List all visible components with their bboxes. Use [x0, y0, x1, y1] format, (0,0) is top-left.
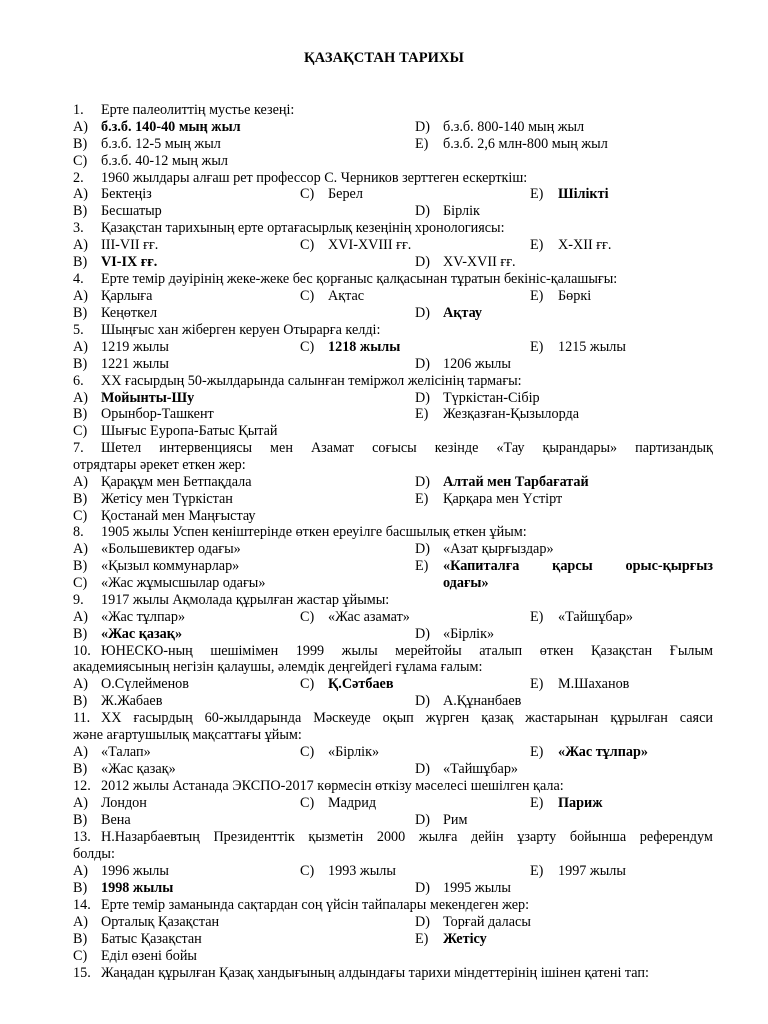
option-letter: B)	[73, 136, 88, 152]
question-row	[0, 339, 768, 356]
question-number: 15.	[73, 965, 91, 981]
option-text: «Бірлік»	[328, 744, 380, 760]
option-letter: B)	[73, 254, 88, 270]
question-text	[101, 710, 713, 727]
question-row	[0, 170, 768, 187]
question-row	[0, 373, 768, 390]
option-letter: B)	[73, 880, 88, 896]
question-row	[0, 880, 768, 897]
question-word: кезінде	[434, 440, 479, 456]
question-word: интервенциясы	[159, 440, 253, 456]
question-word: қызметін	[308, 829, 364, 845]
option-letter: B)	[73, 761, 88, 777]
option-letter: A)	[73, 186, 88, 202]
option-text: 1996 жылы	[101, 863, 169, 879]
option-text: Жетісу мен Түркістан	[101, 491, 233, 507]
option-text: 1215 жылы	[558, 339, 626, 355]
option-text: «Тайшұбар»	[443, 761, 519, 777]
option-text: 1219 жылы	[101, 339, 169, 355]
option-text: Қ.Сәтбаев	[328, 676, 394, 692]
question-row	[0, 761, 768, 778]
question-row	[0, 508, 768, 525]
question-word: 2000	[376, 829, 406, 845]
question-row	[0, 322, 768, 339]
question-row	[0, 914, 768, 931]
question-word: мерейтойы	[395, 643, 462, 659]
question-row	[0, 390, 768, 407]
question-word: саяси	[679, 710, 713, 726]
question-word: ЮНЕСКО-ның	[101, 643, 193, 659]
option-letter: C)	[73, 948, 88, 964]
option-text: Кеңөткел	[101, 305, 158, 321]
question-row	[0, 592, 768, 609]
question-word: ХХ	[101, 710, 122, 726]
option-text: Торғай даласы	[443, 914, 531, 930]
question-row	[0, 254, 768, 271]
option-letter: E)	[415, 491, 429, 507]
question-number: 8.	[73, 524, 84, 540]
option-letter: D)	[415, 880, 430, 896]
option-text: 1218 жылы	[328, 339, 401, 355]
question-word: ғасырдың	[133, 710, 193, 726]
option-text: Вена	[101, 812, 131, 828]
option-text: Мойынты-Шу	[101, 390, 195, 406]
question-text: 1960 жылдары алғаш рет профессор С. Черников зерттеген ескерткіш:	[101, 170, 528, 186]
option-letter: C)	[300, 339, 315, 355]
option-letter: E)	[415, 406, 429, 422]
option-text-continued: одағы»	[443, 575, 489, 591]
question-text	[101, 643, 713, 660]
question-row	[0, 203, 768, 220]
option-text: б.з.б. 12-5 мың жыл	[101, 136, 221, 152]
question-row	[0, 676, 768, 693]
question-text-continued: болды:	[73, 846, 115, 862]
question-text-continued: академиясының негізін қалаушы, әлемдік деңгейдегі ғұлама ғалым:	[73, 659, 483, 675]
option-letter: D)	[415, 254, 430, 270]
question-row	[0, 423, 768, 440]
option-text: Қарқара мен Үстірт	[443, 491, 563, 507]
option-word: қарсы	[552, 558, 593, 574]
option-text: Рим	[443, 812, 468, 828]
option-letter: E)	[530, 795, 544, 811]
option-letter: D)	[415, 914, 430, 930]
option-letter: D)	[415, 356, 430, 372]
option-text: «Большевиктер одағы»	[101, 541, 241, 557]
question-row	[0, 693, 768, 710]
option-letter: C)	[73, 423, 88, 439]
question-row	[0, 271, 768, 288]
question-text: 1917 жылы Ақмолада құрылған жастар ұйымы:	[101, 592, 390, 608]
question-row	[0, 474, 768, 491]
option-letter: E)	[530, 288, 544, 304]
question-word: дейін	[470, 829, 504, 845]
question-row	[0, 288, 768, 305]
question-row	[0, 948, 768, 965]
option-text: Париж	[558, 795, 603, 811]
option-letter: A)	[73, 339, 88, 355]
question-word: қазақ	[481, 710, 514, 726]
question-word: Президенттік	[213, 829, 295, 845]
option-letter: C)	[73, 153, 88, 169]
option-text: б.з.б. 140-40 мың жыл	[101, 119, 241, 135]
option-letter: D)	[415, 203, 430, 219]
option-text: «Жас тұлпар»	[101, 609, 186, 625]
question-number: 5.	[73, 322, 84, 338]
question-row	[0, 491, 768, 508]
option-text: Жезқазған-Қызылорда	[443, 406, 580, 422]
option-text: А.Құнанбаев	[443, 693, 522, 709]
option-letter: E)	[530, 863, 544, 879]
question-row	[0, 237, 768, 254]
option-letter: C)	[300, 288, 315, 304]
option-letter: C)	[300, 237, 315, 253]
question-word: партизандық	[635, 440, 713, 456]
question-number: 2.	[73, 170, 84, 186]
option-text: б.з.б. 40-12 мың жыл	[101, 153, 228, 169]
option-letter: A)	[73, 795, 88, 811]
question-word: қырандары»	[542, 440, 618, 456]
option-letter: B)	[73, 812, 88, 828]
option-text: Орталық Қазақстан	[101, 914, 220, 930]
option-letter: C)	[300, 186, 315, 202]
option-letter: B)	[73, 305, 88, 321]
option-letter: A)	[73, 744, 88, 760]
option-text: Еділ өзені бойы	[101, 948, 197, 964]
option-letter: C)	[300, 744, 315, 760]
question-row	[0, 795, 768, 812]
question-row	[0, 220, 768, 237]
option-letter: D)	[415, 119, 430, 135]
option-text: Түркістан-Сібір	[443, 390, 540, 406]
question-word: Шетел	[101, 440, 142, 456]
option-letter: C)	[73, 508, 88, 524]
option-text: б.з.б. 800-140 мың жыл	[443, 119, 585, 135]
option-letter: B)	[73, 558, 88, 574]
question-row	[0, 659, 768, 676]
question-row	[0, 931, 768, 948]
option-text: «Тайшұбар»	[558, 609, 634, 625]
question-text: ХХ ғасырдың 50-жылдарында салынған теміржол желісінің тармағы:	[101, 373, 522, 389]
option-letter: B)	[73, 626, 88, 642]
option-text: 1995 жылы	[443, 880, 511, 896]
option-word: «Капиталға	[443, 558, 520, 574]
question-row	[0, 744, 768, 761]
option-letter: D)	[415, 812, 430, 828]
option-text: Орынбор-Ташкент	[101, 406, 214, 422]
question-word: Мәскеуде	[313, 710, 371, 726]
option-text: «Азат қырғыздар»	[443, 541, 554, 557]
question-text	[101, 440, 713, 457]
question-row	[0, 575, 768, 592]
question-word: «Тау	[496, 440, 525, 456]
question-word: мен	[270, 440, 293, 456]
question-row	[0, 136, 768, 153]
question-text: Ерте темір заманында сақтардан соң үйсін тайпалары мекендеген жер:	[101, 897, 530, 913]
question-text: Жаңадан құрылған Қазақ хандығының алдындағы тарихи міндеттерінің ішінен қатені тап:	[101, 965, 649, 981]
question-row	[0, 186, 768, 203]
option-letter: A)	[73, 676, 88, 692]
question-text: 2012 жылы Астанада ЭКСПО-2017 көрмесін өткізу мәселесі шешілген қала:	[101, 778, 564, 794]
option-text: X-XII ғғ.	[558, 237, 612, 253]
option-letter: E)	[530, 676, 544, 692]
option-letter: B)	[73, 693, 88, 709]
option-text: О.Сүлейменов	[101, 676, 189, 692]
question-row	[0, 457, 768, 474]
option-letter: B)	[73, 203, 88, 219]
option-letter: E)	[530, 237, 544, 253]
question-row	[0, 812, 768, 829]
question-text	[101, 829, 713, 846]
question-row	[0, 626, 768, 643]
question-row	[0, 305, 768, 322]
option-text: Берел	[328, 186, 363, 202]
question-word: өткен	[539, 643, 574, 659]
option-letter: C)	[73, 575, 88, 591]
question-row	[0, 965, 768, 982]
question-row	[0, 643, 768, 660]
option-text: «Жас қазақ»	[101, 761, 176, 777]
question-number: 1.	[73, 102, 84, 118]
option-letter: A)	[73, 609, 88, 625]
question-text: Ерте темір дәуірінің жеке-жеке бес қорғаныс қалқасынан тұратын бекініс-қалашығы:	[101, 271, 618, 287]
option-text: Ақтау	[443, 305, 483, 321]
question-number: 10.	[73, 643, 91, 659]
option-letter: E)	[415, 931, 429, 947]
option-text: М.Шаханов	[558, 676, 630, 692]
option-letter: E)	[530, 339, 544, 355]
question-word: Ғылым	[669, 643, 713, 659]
option-letter: A)	[73, 237, 88, 253]
question-row	[0, 609, 768, 626]
question-row	[0, 710, 768, 727]
question-row	[0, 897, 768, 914]
option-text: 1998 жылы	[101, 880, 174, 896]
option-letter: D)	[415, 693, 430, 709]
question-word: жастарынан	[525, 710, 599, 726]
option-text: 1206 жылы	[443, 356, 511, 372]
question-word: ұзарту	[517, 829, 557, 845]
option-letter: C)	[300, 795, 315, 811]
question-row	[0, 727, 768, 744]
option-text: 1221 жылы	[101, 356, 169, 372]
question-row	[0, 119, 768, 136]
question-number: 9.	[73, 592, 84, 608]
option-text: Қарлыға	[101, 288, 153, 304]
option-text: «Жас тұлпар»	[558, 744, 648, 760]
option-letter: A)	[73, 914, 88, 930]
option-word: орыс-қырғыз	[625, 558, 713, 574]
question-row	[0, 829, 768, 846]
question-word: жылға	[418, 829, 458, 845]
option-text: «Талап»	[101, 744, 151, 760]
question-row	[0, 558, 768, 575]
question-number: 4.	[73, 271, 84, 287]
option-letter: B)	[73, 356, 88, 372]
question-text: Ерте палеолиттің мустье кезеңі:	[101, 102, 295, 118]
option-letter: D)	[415, 626, 430, 642]
option-letter: A)	[73, 474, 88, 490]
option-letter: D)	[415, 305, 430, 321]
option-text: Қарақұм мен Бетпақдала	[101, 474, 252, 490]
question-word: аталып	[479, 643, 523, 659]
question-word: 1999	[295, 643, 325, 659]
option-letter: C)	[300, 676, 315, 692]
option-letter: A)	[73, 863, 88, 879]
option-text: «Бірлік»	[443, 626, 495, 642]
option-text: Ақтас	[328, 288, 365, 304]
option-text: Шығыс Еуропа-Батыс Қытай	[101, 423, 278, 439]
option-letter: B)	[73, 491, 88, 507]
question-row	[0, 153, 768, 170]
question-number: 7.	[73, 440, 84, 456]
option-letter: B)	[73, 931, 88, 947]
option-letter: A)	[73, 119, 88, 135]
option-text: Шілікті	[558, 186, 609, 202]
question-number: 6.	[73, 373, 84, 389]
question-row	[0, 406, 768, 423]
option-text: 1997 жылы	[558, 863, 626, 879]
question-text: Қазақстан тарихының ерте ортағасырлық кезеңінің хронологиясы:	[101, 220, 505, 236]
page-title: ҚАЗАҚСТАН ТАРИХЫ	[304, 50, 464, 66]
question-text-continued: және ағартушылық мақсаттағы ұйым:	[73, 727, 302, 743]
question-word: 60-жылдарында	[204, 710, 302, 726]
question-row	[0, 440, 768, 457]
option-letter: C)	[300, 609, 315, 625]
option-letter: A)	[73, 541, 88, 557]
option-text: Алтай мен Тарбағатай	[443, 474, 589, 490]
option-letter: C)	[300, 863, 315, 879]
option-letter: D)	[415, 541, 430, 557]
option-letter: E)	[415, 558, 429, 574]
option-text: б.з.б. 2,6 млн-800 мың жыл	[443, 136, 608, 152]
question-row	[0, 846, 768, 863]
question-word: оқып	[382, 710, 414, 726]
question-number: 13.	[73, 829, 91, 845]
option-text: Бесшатыр	[101, 203, 162, 219]
option-text: «Жас қазақ»	[101, 626, 183, 642]
question-row	[0, 356, 768, 373]
question-number: 14.	[73, 897, 91, 913]
question-number: 3.	[73, 220, 84, 236]
option-text: Жетісу	[443, 931, 487, 947]
question-row	[0, 863, 768, 880]
option-text: VI-IX ғғ.	[101, 254, 158, 270]
option-letter: A)	[73, 390, 88, 406]
option-letter: E)	[530, 186, 544, 202]
option-letter: D)	[415, 390, 430, 406]
option-text: 1993 жылы	[328, 863, 396, 879]
option-letter: E)	[530, 744, 544, 760]
option-text: Ж.Жабаев	[101, 693, 163, 709]
option-text: Лондон	[101, 795, 147, 811]
question-word: жүрген	[425, 710, 470, 726]
option-letter: D)	[415, 474, 430, 490]
question-row	[0, 524, 768, 541]
question-word: соғысы	[372, 440, 417, 456]
option-letter: E)	[415, 136, 429, 152]
option-text	[443, 558, 713, 575]
option-text: XV-XVII ғғ.	[443, 254, 516, 270]
question-word: жылы	[341, 643, 378, 659]
option-letter: D)	[415, 761, 430, 777]
question-row	[0, 778, 768, 795]
question-word: Азамат	[310, 440, 355, 456]
option-text: Батыс Қазақстан	[101, 931, 202, 947]
option-letter: E)	[530, 609, 544, 625]
option-text: XVI-XVIII ғғ.	[328, 237, 412, 253]
option-text: Бірлік	[443, 203, 480, 219]
option-text: «Жас азамат»	[328, 609, 410, 625]
option-text: Қостанай мен Маңғыстау	[101, 508, 256, 524]
option-text: Мадрид	[328, 795, 377, 811]
option-text: «Қызыл коммунарлар»	[101, 558, 240, 574]
question-word: құрылған	[610, 710, 668, 726]
option-text: Бөркі	[558, 288, 592, 304]
option-letter: B)	[73, 406, 88, 422]
question-word: шешімімен	[210, 643, 279, 659]
question-row	[0, 102, 768, 119]
question-word: Қазақстан	[590, 643, 653, 659]
option-letter: A)	[73, 288, 88, 304]
question-text: Шыңғыс хан жіберген керуен Отырарға келді:	[101, 322, 381, 338]
option-text: Бектеңіз	[101, 186, 152, 202]
question-number: 12.	[73, 778, 91, 794]
question-number: 11.	[73, 710, 91, 726]
question-word: бойынша	[569, 829, 627, 845]
option-text: «Жас жұмысшылар одағы»	[101, 575, 266, 591]
question-row	[0, 541, 768, 558]
question-text-continued: отрядтары әрекет еткен жер:	[73, 457, 246, 473]
question-word: Н.Назарбаевтың	[101, 829, 200, 845]
question-word: референдум	[639, 829, 713, 845]
question-text: 1905 жылы Успен кеніштерінде өткен ереуілге басшылық еткен ұйым:	[101, 524, 527, 540]
option-text: III-VII ғғ.	[101, 237, 159, 253]
